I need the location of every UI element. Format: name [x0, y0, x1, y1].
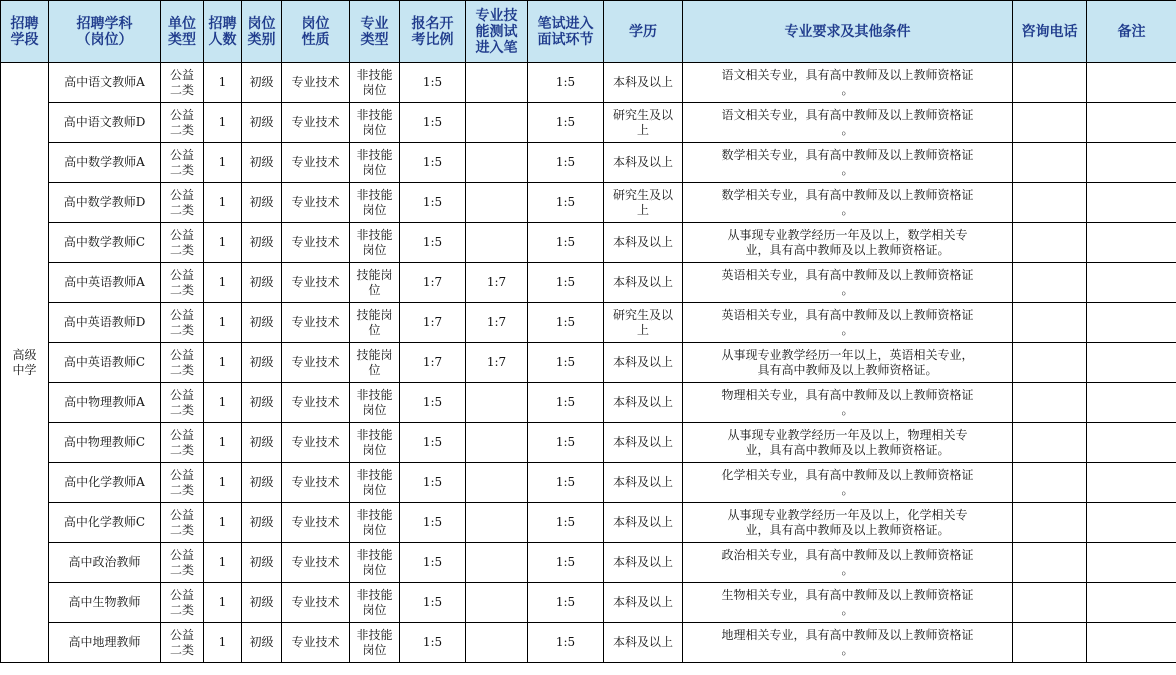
cell-ratio: 1:5: [400, 623, 466, 663]
cell-notes: [1087, 223, 1176, 263]
cell-level: 初级: [242, 263, 282, 303]
cell-ratio: 1:5: [400, 583, 466, 623]
header-nature: 岗位 性质: [282, 1, 350, 63]
cell-skill-ratio: 1:7: [466, 263, 528, 303]
cell-notes: [1087, 343, 1176, 383]
cell-notes: [1087, 103, 1176, 143]
cell-post: 高中数学教师D: [49, 183, 161, 223]
cell-level: 初级: [242, 383, 282, 423]
cell-education: 本科及以上: [604, 543, 683, 583]
cell-skill-ratio: [466, 583, 528, 623]
cell-notes: [1087, 63, 1176, 103]
cell-unit-type: 公益 二类: [161, 383, 204, 423]
table-body: [1, 63, 1176, 663]
table-row: [1, 423, 1176, 463]
header-skill_ratio: 专业技 能测试 进入笔: [466, 1, 528, 63]
table-row: [1, 183, 1176, 223]
cell-ratio: 1:7: [400, 263, 466, 303]
cell-education: 本科及以上: [604, 503, 683, 543]
cell-requirements: 生物相关专业，具有高中教师及以上教师资格证 。: [683, 583, 1013, 623]
cell-nature: 专业技术: [282, 623, 350, 663]
cell-skill-ratio: [466, 103, 528, 143]
cell-level: 初级: [242, 343, 282, 383]
cell-ratio: 1:5: [400, 63, 466, 103]
cell-ratio: 1:5: [400, 143, 466, 183]
cell-count: 1: [204, 343, 242, 383]
cell-phone: [1013, 583, 1087, 623]
cell-interview-ratio: 1:5: [528, 423, 604, 463]
cell-phone: [1013, 463, 1087, 503]
cell-unit-type: 公益 二类: [161, 503, 204, 543]
cell-phone: [1013, 183, 1087, 223]
cell-notes: [1087, 583, 1176, 623]
cell-interview-ratio: 1:5: [528, 343, 604, 383]
cell-notes: [1087, 623, 1176, 663]
cell-major-type: 非技能 岗位: [350, 543, 400, 583]
cell-requirements: 英语相关专业，具有高中教师及以上教师资格证 。: [683, 263, 1013, 303]
cell-post: 高中物理教师A: [49, 383, 161, 423]
cell-education: 研究生及以 上: [604, 183, 683, 223]
cell-major-type: 非技能 岗位: [350, 143, 400, 183]
header-notes: 备注: [1087, 1, 1176, 63]
cell-skill-ratio: [466, 383, 528, 423]
cell-ratio: 1:5: [400, 463, 466, 503]
stage-cell: 高级 中学: [1, 63, 49, 663]
cell-nature: 专业技术: [282, 463, 350, 503]
cell-education: 本科及以上: [604, 383, 683, 423]
cell-education: 本科及以上: [604, 623, 683, 663]
cell-ratio: 1:5: [400, 223, 466, 263]
cell-skill-ratio: [466, 63, 528, 103]
cell-ratio: 1:5: [400, 103, 466, 143]
cell-interview-ratio: 1:5: [528, 63, 604, 103]
cell-count: 1: [204, 263, 242, 303]
cell-post: 高中数学教师A: [49, 143, 161, 183]
cell-level: 初级: [242, 143, 282, 183]
cell-skill-ratio: [466, 543, 528, 583]
cell-interview-ratio: 1:5: [528, 583, 604, 623]
cell-education: 研究生及以 上: [604, 303, 683, 343]
cell-notes: [1087, 383, 1176, 423]
cell-notes: [1087, 143, 1176, 183]
header-education: 学历: [604, 1, 683, 63]
cell-count: 1: [204, 103, 242, 143]
cell-major-type: 技能岗 位: [350, 343, 400, 383]
cell-requirements: 语文相关专业，具有高中教师及以上教师资格证 。: [683, 63, 1013, 103]
cell-count: 1: [204, 383, 242, 423]
cell-post: 高中政治教师: [49, 543, 161, 583]
cell-level: 初级: [242, 103, 282, 143]
cell-count: 1: [204, 143, 242, 183]
cell-unit-type: 公益 二类: [161, 583, 204, 623]
cell-unit-type: 公益 二类: [161, 143, 204, 183]
cell-interview-ratio: 1:5: [528, 303, 604, 343]
cell-level: 初级: [242, 423, 282, 463]
cell-unit-type: 公益 二类: [161, 543, 204, 583]
table-row: [1, 503, 1176, 543]
cell-requirements: 数学相关专业，具有高中教师及以上教师资格证 。: [683, 143, 1013, 183]
cell-post: 高中语文教师D: [49, 103, 161, 143]
cell-nature: 专业技术: [282, 103, 350, 143]
cell-level: 初级: [242, 63, 282, 103]
cell-phone: [1013, 223, 1087, 263]
cell-education: 本科及以上: [604, 223, 683, 263]
cell-requirements: 从事现专业教学经历一年及以上，化学相关专 业，具有高中教师及以上教师资格证。: [683, 503, 1013, 543]
cell-major-type: 非技能 岗位: [350, 503, 400, 543]
cell-phone: [1013, 503, 1087, 543]
cell-count: 1: [204, 463, 242, 503]
header-unit_type: 单位 类型: [161, 1, 204, 63]
cell-education: 本科及以上: [604, 583, 683, 623]
cell-level: 初级: [242, 463, 282, 503]
cell-major-type: 非技能 岗位: [350, 623, 400, 663]
cell-phone: [1013, 103, 1087, 143]
header-stage: 招聘 学段: [1, 1, 49, 63]
header-level: 岗位 类别: [242, 1, 282, 63]
cell-nature: 专业技术: [282, 143, 350, 183]
cell-phone: [1013, 383, 1087, 423]
cell-major-type: 非技能 岗位: [350, 383, 400, 423]
cell-post: 高中英语教师D: [49, 303, 161, 343]
cell-post: 高中英语教师C: [49, 343, 161, 383]
cell-ratio: 1:5: [400, 543, 466, 583]
cell-major-type: 非技能 岗位: [350, 63, 400, 103]
cell-education: 本科及以上: [604, 63, 683, 103]
cell-post: 高中数学教师C: [49, 223, 161, 263]
cell-level: 初级: [242, 223, 282, 263]
cell-post: 高中化学教师A: [49, 463, 161, 503]
cell-phone: [1013, 143, 1087, 183]
cell-interview-ratio: 1:5: [528, 463, 604, 503]
cell-unit-type: 公益 二类: [161, 223, 204, 263]
header-phone: 咨询电话: [1013, 1, 1087, 63]
cell-level: 初级: [242, 503, 282, 543]
cell-major-type: 非技能 岗位: [350, 423, 400, 463]
cell-phone: [1013, 343, 1087, 383]
table-row: [1, 343, 1176, 383]
cell-unit-type: 公益 二类: [161, 183, 204, 223]
cell-nature: 专业技术: [282, 543, 350, 583]
cell-requirements: 语文相关专业，具有高中教师及以上教师资格证 。: [683, 103, 1013, 143]
table-row: [1, 383, 1176, 423]
cell-notes: [1087, 303, 1176, 343]
cell-education: 本科及以上: [604, 463, 683, 503]
cell-skill-ratio: [466, 623, 528, 663]
cell-level: 初级: [242, 543, 282, 583]
cell-unit-type: 公益 二类: [161, 343, 204, 383]
cell-ratio: 1:5: [400, 503, 466, 543]
cell-count: 1: [204, 303, 242, 343]
cell-major-type: 技能岗 位: [350, 303, 400, 343]
cell-skill-ratio: [466, 143, 528, 183]
cell-requirements: 化学相关专业，具有高中教师及以上教师资格证 。: [683, 463, 1013, 503]
table-row: [1, 103, 1176, 143]
cell-requirements: 数学相关专业，具有高中教师及以上教师资格证 。: [683, 183, 1013, 223]
cell-skill-ratio: [466, 503, 528, 543]
cell-education: 本科及以上: [604, 263, 683, 303]
header-major_type: 专业 类型: [350, 1, 400, 63]
table-row: [1, 543, 1176, 583]
cell-count: 1: [204, 183, 242, 223]
cell-ratio: 1:5: [400, 423, 466, 463]
cell-count: 1: [204, 63, 242, 103]
cell-unit-type: 公益 二类: [161, 103, 204, 143]
cell-skill-ratio: 1:7: [466, 303, 528, 343]
cell-post: 高中生物教师: [49, 583, 161, 623]
cell-phone: [1013, 543, 1087, 583]
cell-count: 1: [204, 423, 242, 463]
cell-ratio: 1:7: [400, 343, 466, 383]
cell-requirements: 从事现专业教学经历一年以上，英语相关专业， 具有高中教师及以上教师资格证。: [683, 343, 1013, 383]
cell-unit-type: 公益 二类: [161, 63, 204, 103]
cell-nature: 专业技术: [282, 303, 350, 343]
cell-major-type: 技能岗 位: [350, 263, 400, 303]
cell-skill-ratio: [466, 223, 528, 263]
cell-major-type: 非技能 岗位: [350, 583, 400, 623]
header-post: 招聘学科 （岗位）: [49, 1, 161, 63]
cell-interview-ratio: 1:5: [528, 143, 604, 183]
cell-requirements: 政治相关专业，具有高中教师及以上教师资格证 。: [683, 543, 1013, 583]
cell-post: 高中地理教师: [49, 623, 161, 663]
cell-major-type: 非技能 岗位: [350, 103, 400, 143]
cell-requirements: 物理相关专业，具有高中教师及以上教师资格证 。: [683, 383, 1013, 423]
cell-major-type: 非技能 岗位: [350, 463, 400, 503]
cell-skill-ratio: [466, 183, 528, 223]
cell-nature: 专业技术: [282, 503, 350, 543]
cell-interview-ratio: 1:5: [528, 263, 604, 303]
cell-nature: 专业技术: [282, 583, 350, 623]
cell-post: 高中物理教师C: [49, 423, 161, 463]
cell-interview-ratio: 1:5: [528, 223, 604, 263]
cell-nature: 专业技术: [282, 423, 350, 463]
cell-count: 1: [204, 223, 242, 263]
cell-nature: 专业技术: [282, 223, 350, 263]
cell-ratio: 1:7: [400, 303, 466, 343]
cell-skill-ratio: 1:7: [466, 343, 528, 383]
cell-interview-ratio: 1:5: [528, 183, 604, 223]
cell-requirements: 地理相关专业，具有高中教师及以上教师资格证 。: [683, 623, 1013, 663]
cell-nature: 专业技术: [282, 183, 350, 223]
cell-notes: [1087, 463, 1176, 503]
cell-skill-ratio: [466, 423, 528, 463]
cell-phone: [1013, 263, 1087, 303]
cell-ratio: 1:5: [400, 183, 466, 223]
cell-education: 本科及以上: [604, 423, 683, 463]
cell-ratio: 1:5: [400, 383, 466, 423]
table-row: [1, 303, 1176, 343]
table-row: [1, 143, 1176, 183]
cell-count: 1: [204, 623, 242, 663]
cell-interview-ratio: 1:5: [528, 103, 604, 143]
cell-notes: [1087, 263, 1176, 303]
cell-post: 高中语文教师A: [49, 63, 161, 103]
cell-phone: [1013, 423, 1087, 463]
cell-level: 初级: [242, 183, 282, 223]
cell-level: 初级: [242, 303, 282, 343]
cell-phone: [1013, 303, 1087, 343]
cell-level: 初级: [242, 583, 282, 623]
cell-notes: [1087, 543, 1176, 583]
cell-count: 1: [204, 503, 242, 543]
cell-notes: [1087, 503, 1176, 543]
cell-nature: 专业技术: [282, 383, 350, 423]
cell-nature: 专业技术: [282, 343, 350, 383]
table-row: [1, 583, 1176, 623]
table-row: [1, 463, 1176, 503]
cell-count: 1: [204, 543, 242, 583]
cell-notes: [1087, 183, 1176, 223]
cell-interview-ratio: 1:5: [528, 543, 604, 583]
header-requirements: 专业要求及其他条件: [683, 1, 1013, 63]
cell-major-type: 非技能 岗位: [350, 223, 400, 263]
cell-education: 本科及以上: [604, 343, 683, 383]
cell-unit-type: 公益 二类: [161, 303, 204, 343]
table-row: [1, 223, 1176, 263]
cell-unit-type: 公益 二类: [161, 423, 204, 463]
cell-requirements: 从事现专业教学经历一年及以上，数学相关专 业，具有高中教师及以上教师资格证。: [683, 223, 1013, 263]
cell-unit-type: 公益 二类: [161, 623, 204, 663]
cell-phone: [1013, 63, 1087, 103]
cell-requirements: 英语相关专业，具有高中教师及以上教师资格证 。: [683, 303, 1013, 343]
table-header: [1, 1, 1176, 63]
cell-interview-ratio: 1:5: [528, 623, 604, 663]
cell-phone: [1013, 623, 1087, 663]
header-ratio: 报名开 考比例: [400, 1, 466, 63]
cell-interview-ratio: 1:5: [528, 383, 604, 423]
cell-major-type: 非技能 岗位: [350, 183, 400, 223]
cell-unit-type: 公益 二类: [161, 263, 204, 303]
header-interview_ratio: 笔试进入 面试环节: [528, 1, 604, 63]
header-row: [1, 1, 1176, 63]
table-row: [1, 623, 1176, 663]
cell-post: 高中英语教师A: [49, 263, 161, 303]
cell-level: 初级: [242, 623, 282, 663]
cell-notes: [1087, 423, 1176, 463]
cell-education: 本科及以上: [604, 143, 683, 183]
cell-unit-type: 公益 二类: [161, 463, 204, 503]
table-row: [1, 63, 1176, 103]
cell-interview-ratio: 1:5: [528, 503, 604, 543]
cell-nature: 专业技术: [282, 63, 350, 103]
cell-skill-ratio: [466, 463, 528, 503]
cell-post: 高中化学教师C: [49, 503, 161, 543]
cell-nature: 专业技术: [282, 263, 350, 303]
cell-requirements: 从事现专业教学经历一年及以上，物理相关专 业，具有高中教师及以上教师资格证。: [683, 423, 1013, 463]
cell-count: 1: [204, 583, 242, 623]
table-row: [1, 263, 1176, 303]
header-count: 招聘 人数: [204, 1, 242, 63]
cell-education: 研究生及以 上: [604, 103, 683, 143]
